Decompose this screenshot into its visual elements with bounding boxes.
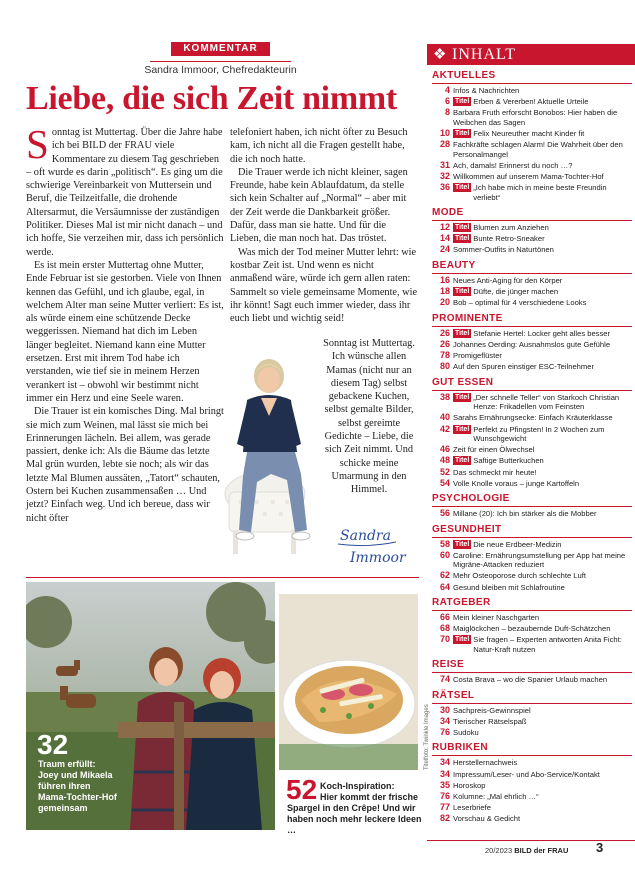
toc-entry-text: „Der schnelle Teller“ von Starkoch Christian Henze: Frikadellen vom Feinsten <box>473 392 620 412</box>
inhalt-title: INHALT <box>452 46 517 63</box>
toc-entry[interactable] <box>432 108 632 127</box>
toc-entry-text: Sarahs Ernährungsecke: Einfach Kräuterklasse <box>453 413 613 423</box>
toc-page-number: 34 <box>439 768 450 779</box>
toc-entry[interactable] <box>432 758 632 767</box>
svg-text:Immoor: Immoor <box>350 550 406 566</box>
toc-section-title: GUT ESSEN <box>432 377 632 391</box>
toc-page-number: 82 <box>439 813 450 824</box>
photo-credit: Titelfoto: Twinkle Images <box>424 704 430 770</box>
diamond-ornament-icon: ❖ <box>433 46 447 63</box>
toc-entry-text: Felix Neureuther macht Kinder fit <box>473 129 585 139</box>
toc-entry[interactable] <box>432 445 632 454</box>
toc-entry[interactable] <box>432 509 632 518</box>
toc-entry[interactable] <box>432 129 632 138</box>
toc-page-number: 26 <box>439 327 450 338</box>
titel-badge: Titel <box>455 540 470 548</box>
toc-entry[interactable] <box>432 781 632 790</box>
closing-paragraph: Sonntag ist Muttertag. Ich wünsche allen Mamas (nicht nur an diesem Tag) selbst gebackene Kuchen, selbst gemalte Bilder, selbst gereimte Gedichte – Liebe, die sich Zeit nimmt. Und schicke meine Umarmung in den Himmel. <box>323 338 415 496</box>
toc-page-number: 66 <box>439 611 450 622</box>
titel-badge: Titel <box>455 98 470 106</box>
toc-entry[interactable] <box>432 425 632 444</box>
titel-badge: Titel <box>455 636 470 644</box>
toc-section-title: REISE <box>432 659 632 673</box>
paragraph: onntag ist Muttertag. Über die Jahre habe ich bei BILD der FRAU viele Kommentare zu diesem Tag geschrieben – oft wurde es darin „politisch“. Es ging um die schwierige Vereinbarkeit von Muttersein und Beruf, die Teilzeitfalle, die drohende Altersarmut, die Versäumnisse der zuständigen Politiker. Dieses Mal ist mir nicht danach – und ich hoffe, Sie verzeihen mir, dass ich persönlich werde. <box>26 127 224 258</box>
toc-entry-text: Herstellernachweis <box>453 758 518 768</box>
issue-number: 20/2023 <box>485 846 513 855</box>
toc-entry[interactable] <box>432 635 632 654</box>
toc-entry-text: Willkommen auf unserem Mama-Tochter-Hof <box>453 172 604 182</box>
toc-entry-text: „Ich habe mich in meine beste Freundin verliebt“ <box>473 183 607 202</box>
toc-entry[interactable] <box>432 351 632 360</box>
toc-entry-text: Mehr Osteoporose durch schlechte Luft <box>453 571 586 581</box>
toc-page-number: 38 <box>439 391 450 402</box>
toc-page-number: 26 <box>439 338 450 349</box>
toc-entry-text: Sudoku <box>453 727 479 737</box>
toc-page-number: 77 <box>439 802 450 813</box>
titel-badge: Titel <box>455 329 470 337</box>
toc-entry-text: Leserbriefe <box>453 803 491 813</box>
toc-section-title: MODE <box>432 207 632 221</box>
toc-entry-text: Sommer-Outfits in Naturtönen <box>453 245 554 255</box>
svg-text:Sandra: Sandra <box>340 528 391 544</box>
toc-page-number: 32 <box>439 171 450 182</box>
toc-entry[interactable] <box>432 140 632 159</box>
footer-rule <box>427 840 635 841</box>
toc-page-number: 60 <box>439 549 450 560</box>
author-line: Sandra Immoor, Chefredakteurin <box>144 64 297 76</box>
toc-entry-text: Millane (20): Ich bin stärker als die Mobber <box>453 509 597 519</box>
footer-issue <box>485 846 568 855</box>
toc-entry[interactable] <box>432 86 632 95</box>
toc-section-title: PROMINENTE <box>432 313 632 327</box>
toc-entry[interactable] <box>432 675 632 684</box>
toc-page-number: 80 <box>439 361 450 372</box>
toc-page-number: 24 <box>439 244 450 255</box>
toc-page-number: 52 <box>439 466 450 477</box>
toc-page-number: 56 <box>439 508 450 519</box>
toc-entry-text: Maiglöckchen – bezaubernde Duft-Schätzchen <box>453 624 611 634</box>
toc-section-title: RATGEBER <box>432 597 632 611</box>
page-number: 3 <box>596 840 604 855</box>
article-column-1 <box>26 121 224 525</box>
toc-entry[interactable] <box>432 706 632 715</box>
toc-entry-text: Das schmeckt mir heute! <box>453 467 537 477</box>
toc-page-number: 54 <box>439 477 450 488</box>
toc-page-number: 64 <box>439 581 450 592</box>
toc-entry[interactable] <box>432 792 632 801</box>
toc-entry[interactable] <box>432 183 632 202</box>
toc-entry-text: Blumen zum Anziehen <box>473 223 549 233</box>
toc-entry[interactable] <box>432 814 632 823</box>
toc-section-title: GESUNDHEIT <box>432 524 632 538</box>
table-of-contents <box>432 70 632 826</box>
inhalt-header <box>427 44 635 65</box>
toc-entry[interactable] <box>432 223 632 232</box>
toc-entry-text: Stefanie Hertel: Locker geht alles besser <box>473 328 611 338</box>
toc-page-number: 58 <box>439 538 450 549</box>
toc-entry-text: Ach, damals! Erinnerst du noch …? <box>453 160 573 170</box>
titel-badge: Titel <box>455 425 470 433</box>
toc-page-number: 12 <box>439 222 450 233</box>
toc-page-number: 30 <box>439 704 450 715</box>
toc-section-title: RUBRIKEN <box>432 742 632 756</box>
toc-section-title: PSYCHOLOGIE <box>432 493 632 507</box>
brand-name: BILD der FRAU <box>514 846 569 855</box>
photo2-caption-line: Koch-Inspiration: <box>320 781 395 791</box>
photo1-caption: Traum erfüllt: Joey und Mikaela führen ihren Mama-Tochter-Hof gemeinsam <box>38 759 117 813</box>
kommentar-badge: KOMMENTAR <box>171 42 270 56</box>
toc-section-title: AKTUELLES <box>432 70 632 84</box>
toc-entry[interactable] <box>432 803 632 812</box>
section-divider <box>26 577 419 578</box>
toc-entry-text: Infos & Nachrichten <box>453 86 520 95</box>
toc-section-title: BEAUTY <box>432 260 632 274</box>
toc-entry-text: Costa Brava – wo die Spanier Urlaub machen <box>453 675 608 685</box>
toc-page-number: 78 <box>439 350 450 361</box>
toc-entry-text: Tierischer Rätselspaß <box>453 716 527 726</box>
article-column-2 <box>230 126 418 325</box>
paragraph: Die Trauer werde ich nicht kleiner, sagen Freunde, habe kein Ablaufdatum, da stelle sich kein Schalter auf „Normal“ – aber mit der Zeit werde die Dankbarkeit größer. Dafür, dass man sie hatte. Und für die Lieben, die man noch hat. Das tröstet. <box>230 166 408 245</box>
toc-page-number: 36 <box>439 182 450 193</box>
titel-badge: Titel <box>455 130 470 138</box>
photo2-page-number: 52 <box>286 774 318 805</box>
titel-badge: Titel <box>455 184 470 192</box>
toc-page-number: 8 <box>444 107 450 118</box>
toc-entry-text: Gesund bleiben mit Schlafroutine <box>453 582 565 592</box>
toc-entry-text: Bunte Retro-Sneaker <box>473 234 545 244</box>
toc-page-number: 48 <box>439 455 450 466</box>
toc-entry-text: Zeit für einen Ölwechsel <box>453 445 535 455</box>
toc-page-number: 62 <box>439 570 450 581</box>
dropcap: S <box>26 121 49 167</box>
titel-badge: Titel <box>455 235 470 243</box>
photo2-caption-line: Spargel in den Crêpe! Und wir <box>287 803 416 813</box>
toc-page-number: 20 <box>439 297 450 308</box>
toc-entry-text: Sie fragen – Experten antworten Anita Ficht: Natur-Kraft nutzen <box>473 635 622 654</box>
toc-entry-text: Vorschau & Gedicht <box>453 814 521 824</box>
headline: Liebe, die sich Zeit nimmt <box>26 80 397 117</box>
toc-entry[interactable] <box>432 456 632 465</box>
toc-entry[interactable] <box>432 583 632 592</box>
toc-entry[interactable] <box>432 613 632 622</box>
toc-entry[interactable] <box>432 329 632 338</box>
toc-page-number: 31 <box>439 159 450 170</box>
toc-entry[interactable] <box>432 287 632 296</box>
toc-entry[interactable] <box>432 770 632 779</box>
toc-entry-text: Promigeflüster <box>453 351 502 361</box>
toc-entry-text: Bob – optimal für 4 verschiedene Looks <box>453 298 587 308</box>
toc-entry[interactable] <box>432 728 632 737</box>
toc-entry[interactable] <box>432 717 632 726</box>
toc-page-number: 46 <box>439 444 450 455</box>
toc-entry[interactable] <box>432 276 632 285</box>
toc-page-number: 42 <box>439 423 450 434</box>
toc-page-number: 10 <box>439 128 450 139</box>
toc-page-number: 34 <box>439 715 450 726</box>
toc-entry[interactable] <box>432 234 632 243</box>
paragraph: Was mich der Tod meiner Mutter lehrt: wie kostbar Zeit ist. Und wenn es nicht anmaßend wäre, würde ich gern allen raten: Sammelt so viele gemeinsame Momente, wie ihr könnt! Sagt euch immer wieder, dass ihr euch liebt und wichtig seid! <box>230 246 418 325</box>
toc-entry-text: Johannes Oerding: Ausnahmslos gute Gefühle <box>453 339 611 349</box>
titel-badge: Titel <box>455 457 470 465</box>
toc-page-number: 76 <box>439 726 450 737</box>
toc-entry[interactable] <box>432 413 632 422</box>
titel-badge: Titel <box>455 288 470 296</box>
toc-page-number: 28 <box>439 139 450 150</box>
toc-entry-text: Düfte, die jünger machen <box>473 287 559 297</box>
photo2-caption-line: Hier kommt der frische <box>320 792 419 802</box>
toc-entry-text: Barbara Fruth erforscht Bonobos: Hier haben die Weibchen das Sagen <box>453 108 618 127</box>
toc-entry-text: Volle Knolle voraus – junge Kartoffeln <box>453 478 580 488</box>
toc-entry[interactable] <box>432 468 632 477</box>
toc-page-number: 14 <box>439 233 450 244</box>
toc-entry[interactable] <box>432 571 632 580</box>
titel-badge: Titel <box>455 224 470 232</box>
editor-portrait-image <box>217 352 325 567</box>
signature-image <box>336 520 418 570</box>
toc-page-number: 68 <box>439 623 450 634</box>
toc-page-number: 74 <box>439 674 450 685</box>
photo2-caption <box>287 781 424 836</box>
photo2-caption-line: haben noch mehr leckere Ideen … <box>287 814 422 835</box>
toc-entry-text: Saftige Butterkuchen <box>473 456 544 466</box>
toc-entry[interactable] <box>432 161 632 170</box>
crepe-photo <box>279 594 418 770</box>
toc-page-number: 70 <box>439 634 450 645</box>
toc-entry[interactable] <box>432 340 632 349</box>
toc-entry-text: Erben & Vererben! Aktuelle Urteile <box>473 97 589 107</box>
toc-entry-text: Fachkräfte schlagen Alarm! Die Wahrheit über den Personalmangel <box>453 140 623 159</box>
toc-page-number: 34 <box>439 757 450 768</box>
toc-page-number: 40 <box>439 412 450 423</box>
toc-entry-text: Neues Anti-Aging für den Körper <box>453 275 563 285</box>
toc-entry-text: Die neue Erdbeer-Medizin <box>473 539 562 549</box>
toc-entry[interactable] <box>432 298 632 307</box>
toc-entry-text: Mein kleiner Naschgarten <box>453 612 540 622</box>
toc-entry[interactable] <box>432 245 632 254</box>
toc-page-number: 16 <box>439 274 450 285</box>
toc-entry-text: Horoskop <box>453 780 486 790</box>
toc-entry-text: Auf den Spuren einstiger ESC-Teilnehmer <box>453 362 594 372</box>
toc-entry[interactable] <box>432 97 632 106</box>
toc-entry[interactable] <box>432 362 632 371</box>
titel-badge: Titel <box>455 393 470 401</box>
toc-entry[interactable] <box>432 172 632 181</box>
toc-entry-text: Caroline: Ernährungsumstellung per App hat meine Migräne-Attacken reduziert <box>453 550 626 570</box>
toc-entry[interactable] <box>432 551 632 570</box>
paragraph: telefoniert haben, ich nicht öfter zu Besuch kam, ich nicht all die Fragen gestellt habe, die ich noch hatte. <box>230 127 408 165</box>
toc-entry-text: Sachpreis-Gewinnspiel <box>453 705 531 715</box>
toc-page-number: 6 <box>444 96 450 107</box>
toc-section-title: RÄTSEL <box>432 690 632 704</box>
paragraph: Die Trauer ist ein komisches Ding. Mal bringt sie mich zum Weinen, mal lässt sie mich bei Erinnerungen lächeln. Bei allem, was gerade passiert, denke ich: Als die Bäume das letzte Mal grün wurden, lebte sie noch; als wir das letzte Mal Blumen aussäten, „Tatort“ schauten, Ostern bei Kuchen zusammensaßen … Und jetzt? Einfach weg. Und ich bereue, dass wir nicht öfter <box>26 406 224 524</box>
photo1-page-number: 32 <box>37 729 69 760</box>
toc-entry[interactable] <box>432 479 632 488</box>
toc-entry-text: Impressum/Leser- und Abo-Service/Kontakt <box>453 769 600 779</box>
toc-page-number: 35 <box>439 779 450 790</box>
toc-page-number: 18 <box>439 286 450 297</box>
toc-page-number: 4 <box>444 85 450 95</box>
toc-entry-text: Perfekt zu Pfingsten! In 2 Wochen zum Wunschgewicht <box>473 424 605 443</box>
toc-page-number: 76 <box>439 791 450 801</box>
kommentar-rule <box>150 61 291 62</box>
toc-entry[interactable] <box>432 624 632 633</box>
toc-entry[interactable] <box>432 540 632 549</box>
toc-entry-text: Kolumne: „Mal ehrlich …“ <box>453 792 539 801</box>
toc-entry[interactable] <box>432 393 632 412</box>
paragraph: Es ist mein erster Muttertag ohne Mutter, Ende Februar ist sie gestorben. Viele von Ihnen kennen das Gefühl, und ich glaube, egal, in welchem Alter man seine Mutter verliert: Es ist, als würde einem eine schützende Decke weggerissen. Niemand hat dich im Leben länger begleitet. Niemand kann eine Mutter ersetzen. Erst mit ihrem Tod habe ich verstanden, wie tief sie in meinem Herzen verankert ist – obwohl wir bestimmt nicht immer ein Herz und eine Seele waren. <box>26 259 224 404</box>
